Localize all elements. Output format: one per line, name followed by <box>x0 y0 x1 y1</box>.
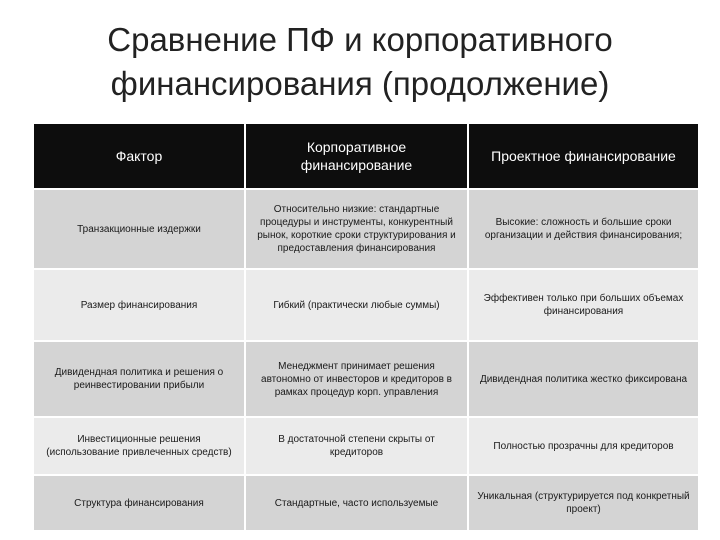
header-corporate-financing: Корпоративное финансирование <box>245 124 468 189</box>
comparison-table <box>34 124 698 530</box>
project-cell: Уникальная (структурируется под конкретный проект) <box>468 475 698 530</box>
table-row <box>34 475 698 530</box>
header-project-financing: Проектное финансирование <box>468 124 698 189</box>
factor-cell: Размер финансирования <box>34 269 245 341</box>
corporate-cell: Гибкий (практически любые суммы) <box>245 269 468 341</box>
project-cell: Дивидендная политика жестко фиксирована <box>468 341 698 417</box>
table-row <box>34 417 698 475</box>
header-factor: Фактор <box>34 124 245 189</box>
table-row <box>34 269 698 341</box>
table-header-row <box>34 124 698 189</box>
project-cell: Полностью прозрачны для кредиторов <box>468 417 698 475</box>
table-row <box>34 341 698 417</box>
corporate-cell: Относительно низкие: стандартные процедуры и инструменты, конкурентный рынок, короткие сроки структурирования и предоставления финансирования <box>245 189 468 269</box>
project-cell: Высокие: сложность и большие сроки организации и действия финансирования; <box>468 189 698 269</box>
factor-cell: Дивидендная политика и решения о реинвестировании прибыли <box>34 341 245 417</box>
factor-cell: Транзакционные издержки <box>34 189 245 269</box>
slide-title: Сравнение ПФ и корпоративного финансирования (продолжение) <box>107 21 613 102</box>
corporate-cell: Менеджмент принимает решения автономно от инвесторов и кредиторов в рамках процедур корп. управления <box>245 341 468 417</box>
corporate-cell: В достаточной степени скрыты от кредиторов <box>245 417 468 475</box>
factor-cell: Структура финансирования <box>34 475 245 530</box>
table-row <box>34 189 698 269</box>
factor-cell: Инвестиционные решения (использование привлеченных средств) <box>34 417 245 475</box>
project-cell: Эффективен только при больших объемах финансирования <box>468 269 698 341</box>
corporate-cell: Стандартные, часто используемые <box>245 475 468 530</box>
